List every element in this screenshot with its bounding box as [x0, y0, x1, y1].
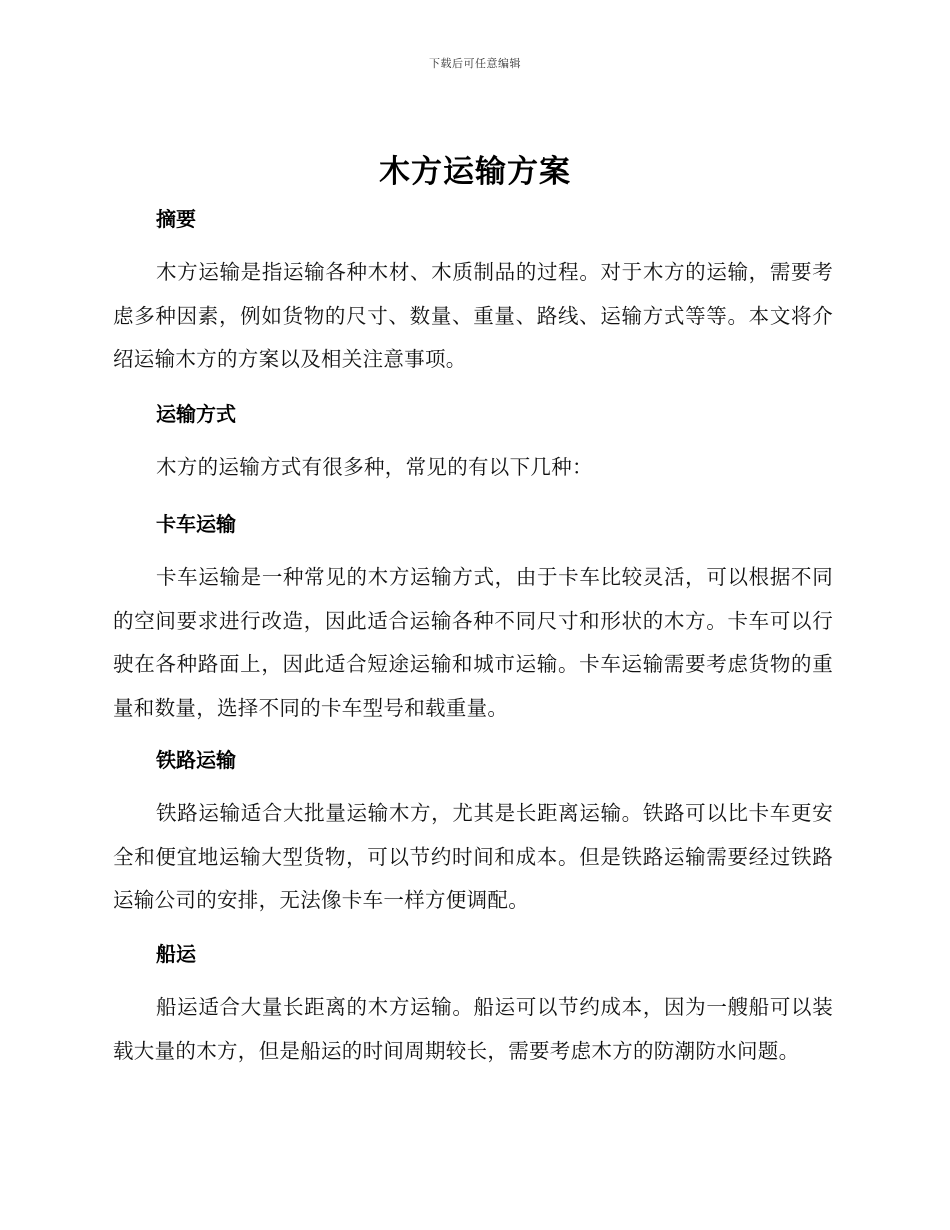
section-heading-railway: 铁路运输	[156, 748, 236, 772]
section-body-shipping: 船运适合大量长距离的木方运输。船运可以节约成本，因为一艘船可以装载大量的木方，但是船运的时间周期较长，需要考虑木方的防潮防水问题。	[113, 995, 833, 1063]
section-heading-shipping: 船运	[156, 942, 196, 966]
header-note: 下载后可任意编辑	[429, 57, 521, 70]
section-heading-abstract: 摘要	[156, 207, 196, 231]
section-body-truck: 卡车运输是一种常见的木方运输方式，由于卡车比较灵活，可以根据不同的空间要求进行改造，因此适合运输各种不同尺寸和形状的木方。卡车可以行驶在各种路面上，因此适合短途运输和城市运输。卡车运输需要考虑货物的重量和数量，选择不同的卡车型号和载重量。	[113, 565, 833, 720]
document-title: 木方运输方案	[379, 154, 571, 190]
section-body-transport-modes: 木方的运输方式有很多种，常见的有以下几种：	[156, 455, 593, 479]
section-body-railway: 铁路运输适合大批量运输木方，尤其是长距离运输。铁路可以比卡车更安全和便宜地运输大型货物，可以节约时间和成本。但是铁路运输需要经过铁路运输公司的安排，无法像卡车一样方便调配。	[113, 801, 833, 912]
section-heading-truck: 卡车运输	[156, 512, 236, 536]
section-heading-transport-modes: 运输方式	[156, 402, 236, 426]
section-body-abstract: 木方运输是指运输各种木材、木质制品的过程。对于木方的运输，需要考虑多种因素，例如货物的尺寸、数量、重量、路线、运输方式等等。本文将介绍运输木方的方案以及相关注意事项。	[113, 260, 833, 371]
